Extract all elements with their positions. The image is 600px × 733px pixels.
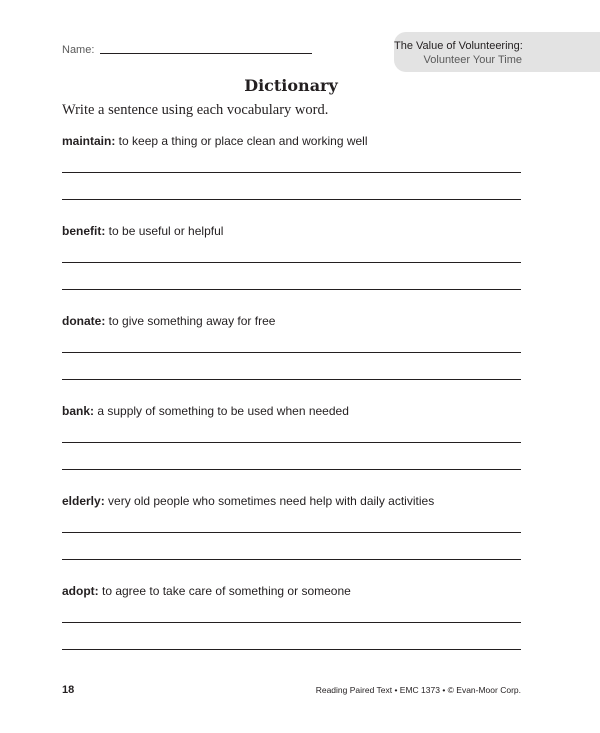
vocab-word: benefit:: [62, 224, 106, 238]
vocab-meaning: to agree to take care of something or someone: [98, 584, 351, 598]
sentence-line[interactable]: [62, 289, 521, 290]
name-label: Name:: [62, 44, 95, 56]
vocab-meaning: to give something away for free: [105, 314, 276, 328]
vocab-meaning: to keep a thing or place clean and working well: [115, 134, 368, 148]
vocab-definition: [62, 584, 521, 598]
vocab-definition: [62, 494, 521, 508]
page-title: Dictionary: [244, 76, 338, 95]
vocab-word: donate:: [62, 314, 106, 328]
sentence-line[interactable]: [62, 352, 521, 353]
lesson-subtitle: Volunteer Your Time: [423, 54, 522, 66]
sentence-line[interactable]: [62, 649, 521, 650]
page-number: 18: [62, 684, 75, 696]
sentence-line[interactable]: [62, 469, 521, 470]
sentence-line[interactable]: [62, 442, 521, 443]
vocab-item-donate: [62, 314, 521, 404]
name-writing-line[interactable]: [100, 52, 312, 54]
vocab-meaning: a supply of something to be used when needed: [94, 404, 349, 418]
sentence-line[interactable]: [62, 622, 521, 623]
instruction-text: Write a sentence using each vocabulary word.: [62, 102, 329, 118]
vocab-meaning: to be useful or helpful: [105, 224, 224, 238]
sentence-line[interactable]: [62, 379, 521, 380]
footer-credit: Reading Paired Text • EMC 1373 • © Evan-Moor Corp.: [315, 685, 521, 695]
sentence-line[interactable]: [62, 262, 521, 263]
vocab-word: elderly:: [62, 494, 105, 508]
vocab-item-benefit: [62, 224, 521, 314]
vocabulary-list: [62, 134, 521, 674]
sentence-line[interactable]: [62, 199, 521, 200]
vocab-item-maintain: [62, 134, 521, 224]
lesson-header-tab: [394, 32, 600, 72]
sentence-line[interactable]: [62, 559, 521, 560]
vocab-word: maintain:: [62, 134, 116, 148]
name-field: [62, 44, 312, 56]
vocab-item-bank: [62, 404, 521, 494]
vocab-definition: [62, 404, 521, 418]
lesson-title: The Value of Volunteering:: [394, 40, 523, 52]
sentence-line[interactable]: [62, 172, 521, 173]
vocab-meaning: very old people who sometimes need help with daily activities: [104, 494, 435, 508]
vocab-definition: [62, 134, 521, 148]
vocab-definition: [62, 314, 521, 328]
vocab-item-adopt: [62, 584, 521, 674]
sentence-line[interactable]: [62, 532, 521, 533]
vocab-definition: [62, 224, 521, 238]
vocab-item-elderly: [62, 494, 521, 584]
vocab-word: adopt:: [62, 584, 99, 598]
vocab-word: bank:: [62, 404, 95, 418]
